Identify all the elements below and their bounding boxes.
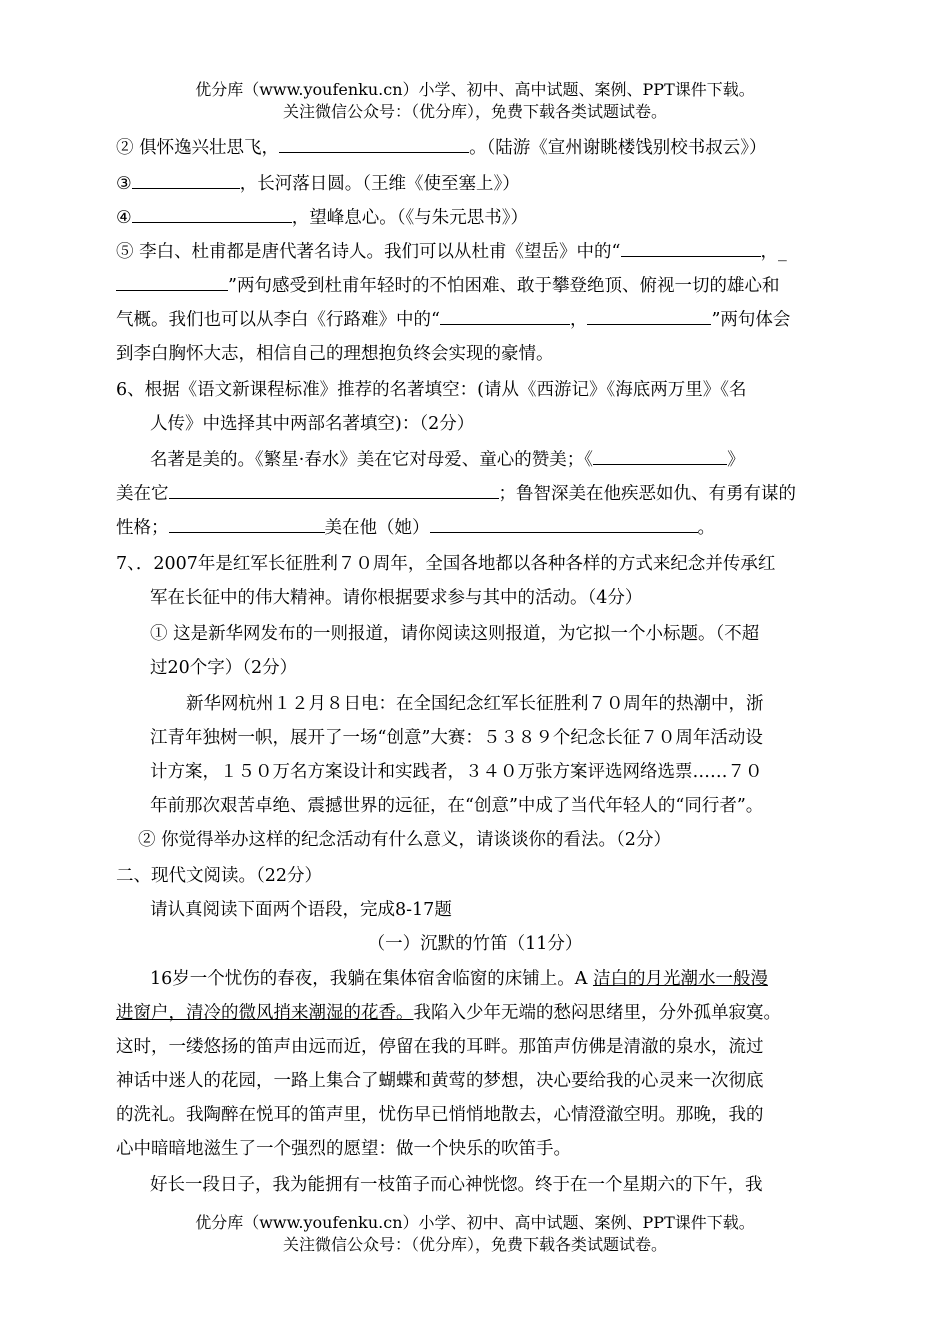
- q4-blank[interactable]: [132, 204, 292, 223]
- passage-line-2: [116, 996, 781, 1030]
- news-line-4: 年前那次艰苦卓绝、震撼世界的远征，在“创意”中成了当代年轻人的“同行者”。: [150, 796, 764, 816]
- q3-blank[interactable]: [132, 170, 240, 189]
- header-line-1: 优分库（www.youfenku.cn）小学、初中、高中试题、案例、PPT课件下载。: [195, 80, 755, 99]
- section-2-instruction: 请认真阅读下面两个语段，完成8-17题: [150, 900, 452, 920]
- page-header: [0, 79, 950, 123]
- section-2-heading: 二、现代文阅读。（22分）: [116, 866, 323, 886]
- question-7-line-1: 7、．2007年是红军长征胜利７０周年，全国各地都以各种各样的方式来纪念并传承红: [116, 554, 776, 574]
- q6-text-b: 》: [727, 450, 745, 470]
- passage-title: （一）沉默的竹笛（11分）: [367, 934, 583, 954]
- footer-line-2: 关注微信公众号：（优分库），免费下载各类试题试卷。: [282, 1235, 667, 1254]
- q6-text-e: 性格；: [116, 518, 169, 538]
- q5-text-e: ，: [569, 310, 588, 330]
- q5-blank-2[interactable]: [116, 272, 228, 291]
- header-line-2: 关注微信公众号：（优分库），免费下载各类试题试卷。: [282, 102, 667, 121]
- question-5-line-2: [116, 269, 779, 303]
- question-6-line-2: 人传》中选择其中两部名著填空)：（2分）: [150, 414, 475, 434]
- passage-line-5: 的洗礼。我陶醉在悦耳的笛声里，忧伤早已悄悄地散去，心情澄澈空明。那晚，我的: [116, 1105, 764, 1125]
- q5-blank-1[interactable]: [621, 238, 761, 257]
- page-footer: [0, 1212, 950, 1256]
- question-5-line-4: 到李白胸怀大志，相信自己的理想抱负终会实现的豪情。: [116, 344, 554, 364]
- question-4: [116, 201, 528, 235]
- question-6-line-1: 6、根据《语文新课程标准》推荐的名著填空：(请从《西游记》《海底两万里》《名: [116, 380, 747, 400]
- news-line-2: 江青年独树一帜，展开了一场“创意”大赛：５３８９个纪念长征７０周年活动设: [150, 728, 763, 748]
- passage-line-7: 好长一段日子，我为能拥有一枝笛子而心神恍惚。终于在一个星期六的下午，我: [150, 1175, 763, 1195]
- question-5-line-1: [116, 235, 787, 269]
- underlined-sentence-b: 进窗户，清冷的微风捎来潮湿的花香。: [116, 1003, 414, 1023]
- q4-text-a: ④: [116, 208, 132, 228]
- q5-blank-3[interactable]: [440, 306, 570, 325]
- q3-text-b: ，长河落日圆。（王维《使至塞上》）: [239, 174, 520, 194]
- q2-text-a: ② 俱怀逸兴壮思飞，: [116, 138, 280, 158]
- q6-text-a: 名著是美的。《繁星·春水》美在它对母爱、童心的赞美；《: [150, 450, 594, 470]
- question-7-line-4: 过20个字）（2分）: [150, 658, 298, 678]
- q5-text-f: ”两句体会: [711, 310, 791, 330]
- q6-blank-3[interactable]: [169, 514, 325, 533]
- question-6-line-5: [116, 511, 715, 545]
- question-3: [116, 167, 520, 201]
- q4-text-b: ，望峰息心。（《与朱元思书》）: [291, 208, 528, 228]
- q6-text-c: 美在它: [116, 484, 169, 504]
- passage-text-b: 我陷入少年无端的愁闷思绪里，分外孤单寂寞。: [413, 1003, 781, 1023]
- q6-blank-1[interactable]: [593, 446, 727, 465]
- q6-text-g: 。: [697, 518, 715, 538]
- passage-text-a: 16岁一个忧伤的春夜，我躺在集体宿舍临窗的床铺上。A: [150, 969, 593, 989]
- question-7-line-2: 军在长征中的伟大精神。请你根据要求参与其中的活动。（4分）: [150, 588, 643, 608]
- passage-line-1: [150, 962, 768, 996]
- question-7-line-9: ② 你觉得举办这样的纪念活动有什么意义，请谈谈你的看法。（2分）: [138, 830, 671, 850]
- passage-line-3: 这时，一缕悠扬的笛声由远而近，停留在我的耳畔。那笛声仿佛是清澈的泉水，流过: [116, 1037, 764, 1057]
- q5-text-c: ”两句感受到杜甫年轻时的不怕困难、敢于攀登绝顶、俯视一切的雄心和: [228, 276, 780, 296]
- question-5-line-3: [116, 303, 790, 337]
- underlined-sentence-a: 洁白的月光潮水一般漫: [592, 969, 768, 989]
- news-line-3: 计方案，１５０万名方案设计和实践者，３４０万张方案评选网络选票……７０: [150, 762, 763, 782]
- q6-text-d: ；鲁智深美在他疾恶如仇、有勇有谋的: [498, 484, 796, 504]
- q6-text-f: 美在他（她）: [324, 518, 430, 538]
- q2-text-b: 。（陆游《宣州谢眺楼饯别校书叔云》）: [469, 138, 767, 158]
- question-6-line-3: [150, 443, 745, 477]
- question-6-line-4: [116, 477, 796, 511]
- passage-line-6: 心中暗暗地滋生了一个强烈的愿望：做一个快乐的吹笛手。: [116, 1139, 571, 1159]
- news-line-1: 新华网杭州１２月８日电：在全国纪念红军长征胜利７０周年的热潮中，浙: [186, 694, 764, 714]
- q2-blank[interactable]: [279, 134, 469, 153]
- question-7-line-3: ① 这是新华网发布的一则报道，请你阅读这则报道，为它拟一个小标题。（不超: [150, 624, 760, 644]
- q5-text-a: ⑤ 李白、杜甫都是唐代著名诗人。我们可以从杜甫《望岳》中的“: [116, 242, 621, 262]
- passage-line-4: 神话中迷人的花园，一路上集合了蝴蝶和黄莺的梦想，决心要给我的心灵来一次彻底: [116, 1071, 764, 1091]
- footer-line-1: 优分库（www.youfenku.cn）小学、初中、高中试题、案例、PPT课件下载。: [195, 1213, 755, 1232]
- q5-blank-4[interactable]: [587, 306, 711, 325]
- q6-blank-4[interactable]: [430, 514, 698, 533]
- question-2: [116, 131, 767, 165]
- q5-text-b: ，_: [760, 242, 787, 262]
- q3-text-a: ③: [116, 174, 132, 194]
- q6-blank-2[interactable]: [169, 480, 499, 499]
- q5-text-d: 气概。我们也可以从李白《行路难》中的“: [116, 310, 440, 330]
